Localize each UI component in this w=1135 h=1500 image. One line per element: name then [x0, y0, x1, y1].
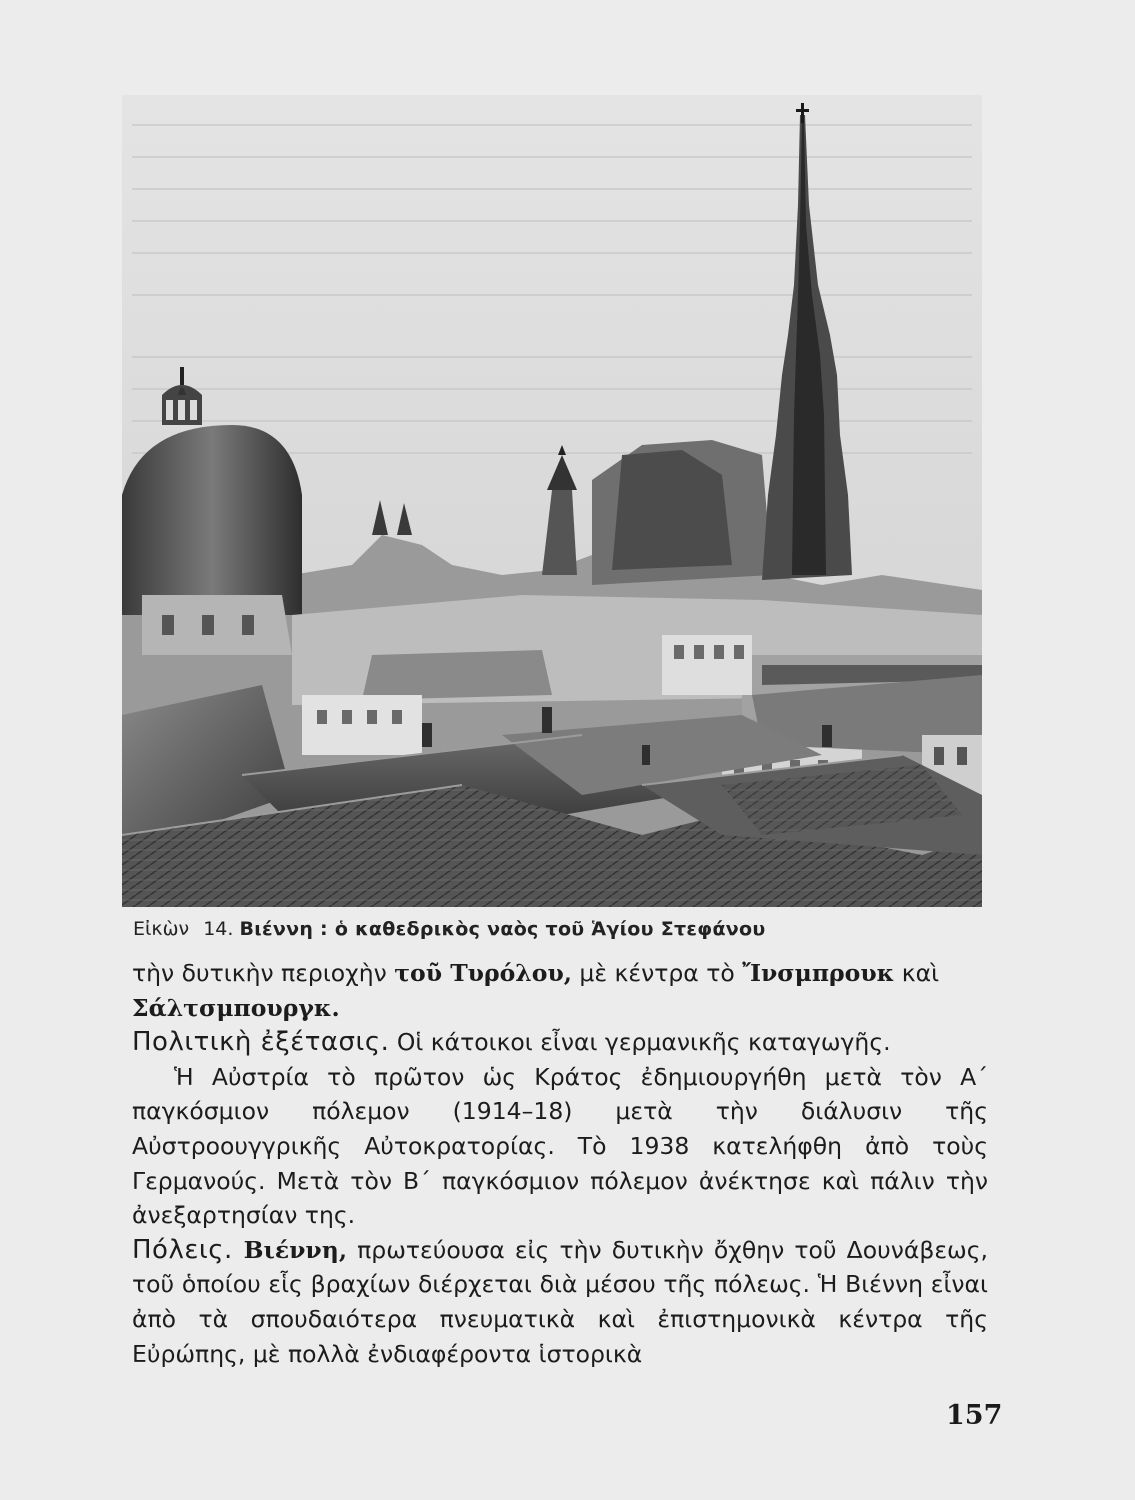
- place-innsbruck: Ἴνσμπρουκ: [742, 959, 895, 987]
- place-tyrol: τοῦ Τυρόλου,: [394, 959, 572, 987]
- paragraph-cities: [132, 1233, 988, 1371]
- figure-number: 14.: [203, 918, 234, 940]
- place-vienna: Βιέννη,: [232, 1235, 347, 1264]
- page-number: 157: [946, 1400, 1003, 1431]
- text-run: πρωτεύουσα εἰς τὴν δυτικὴν ὄχθην τοῦ Δουνάβεως, τοῦ ὁποίου εἷς βραχίων διέρχεται διὰ μέσου τῆς πόλεως. Ἡ Βιέννη εἶναι ἀπὸ τὰ σπουδαιότερα πνευματικὰ καὶ ἐπιστημονικὰ κέντρα τῆς Εὐρώπης, μὲ πολλὰ ἐνδιαφέροντα ἱστορικὰ: [132, 1235, 988, 1368]
- place-salzburg: Σάλτσμπουργκ.: [132, 993, 340, 1022]
- figure-caption: [133, 918, 983, 940]
- text-run: καὶ: [894, 959, 940, 987]
- paragraph-history: Ἡ Αὐστρία τὸ πρῶτον ὡς Κράτος ἐδημιουργήθη μετὰ τὸν Α´ παγκόσμιον πόλεμον (1914–18) μετὰ τὴν διάλυσιν τῆς Αὐστροουγγρικῆς Αὐτοκρατορίας. Τὸ 1938 κατελήφθη ἀπὸ τοὺς Γερμανούς. Μετὰ τὸν Β´ παγκόσμιον πόλεμον ἀνέκτησε καὶ πάλιν τὴν ἀνεξαρτησίαν της.: [132, 1062, 988, 1230]
- vienna-cathedral-photo: [122, 95, 982, 907]
- figure-label: Εἰκὼν: [133, 918, 190, 940]
- figure-title: Βιέννη : ὁ καθεδρικὸς ναὸς τοῦ Ἁγίου Στεφάνου: [239, 918, 766, 940]
- section-heading-politics: Πολιτικὴ ἐξέτασις.: [132, 1027, 390, 1058]
- text-run: Οἱ κάτοικοι εἶναι γερμανικῆς καταγωγῆς.: [389, 1028, 891, 1057]
- text-run: μὲ κέντρα τὸ: [571, 959, 743, 987]
- paragraph-politics: [132, 1025, 988, 1060]
- photo-illustration: [122, 95, 982, 907]
- text-run: τὴν δυτικὴν περιοχὴν: [132, 959, 395, 987]
- body-text: [132, 956, 988, 1371]
- paragraph-tyrol: [132, 956, 988, 1025]
- section-heading-cities: Πόλεις.: [132, 1234, 233, 1265]
